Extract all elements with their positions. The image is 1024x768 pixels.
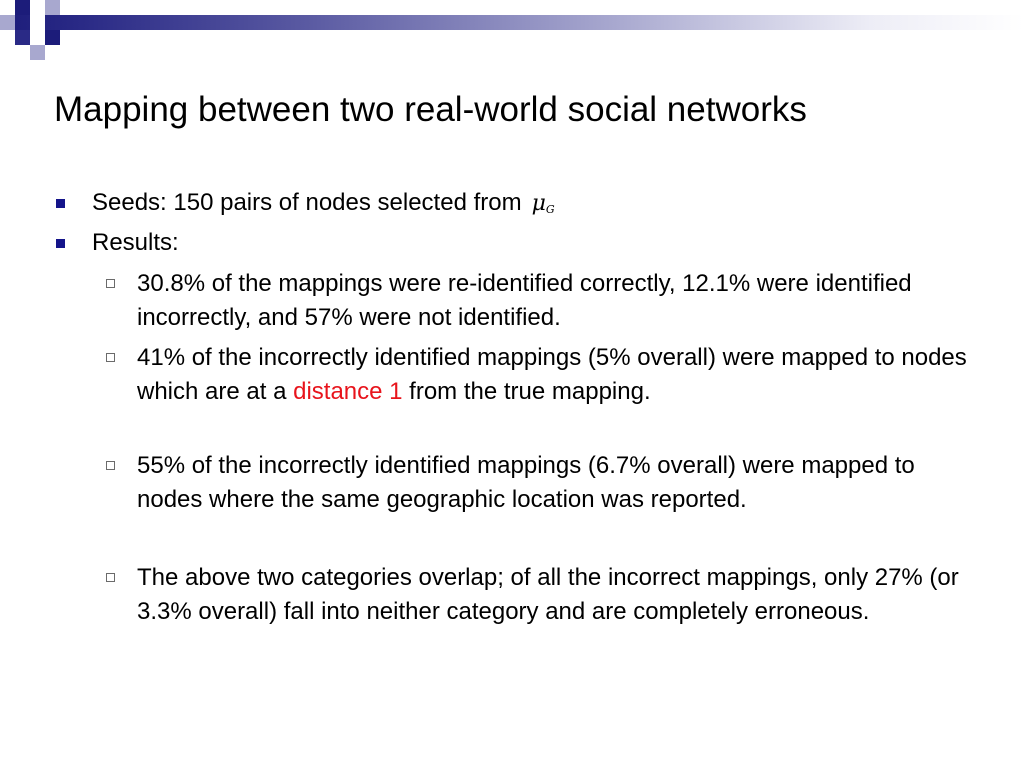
decor-square	[45, 0, 60, 15]
decor-square	[15, 0, 30, 15]
sub-bullet-location: 55% of the incorrectly identified mappings (6.7% overall) were mapped to nodes where the same geographic location was reported.	[137, 452, 915, 513]
sub-bullet-square	[106, 573, 115, 582]
sub-bullet-square	[106, 461, 115, 470]
sub-bullet-square	[106, 279, 115, 288]
decor-square	[30, 45, 45, 60]
sub-bullet-distance: 41% of the incorrectly identified mappings (5% overall) were mapped to nodes which are at a distance 1 from the true mapping.	[137, 344, 967, 405]
distance-highlight: distance 1	[293, 378, 403, 405]
header-gradient-bar	[0, 15, 1024, 30]
sub-bullet-square	[106, 353, 115, 362]
bullet-text: Seeds: 150 pairs of nodes selected from	[92, 189, 522, 216]
sub-bullet-overlap: The above two categories overlap; of all the incorrect mappings, only 27% (or 3.3% overall) fall into neither category and are completely erroneous.	[137, 564, 959, 625]
bullet-results: Results:	[92, 229, 179, 256]
decor-square	[60, 0, 75, 15]
decor-square	[30, 15, 45, 30]
slide-title: Mapping between two real-world social networks	[54, 90, 807, 129]
bullet-square	[56, 199, 65, 208]
bullet-square	[56, 239, 65, 248]
mu-g-symbol: $\mu_G$	[531, 191, 555, 216]
sub-bullet-correct: 30.8% of the mappings were re-identified correctly, 12.1% were identified incorrectly, and 57% were not identified.	[137, 270, 912, 331]
bullet-seeds	[92, 186, 555, 227]
decor-square	[0, 15, 15, 30]
decor-square	[45, 30, 60, 45]
decor-square	[15, 30, 30, 45]
